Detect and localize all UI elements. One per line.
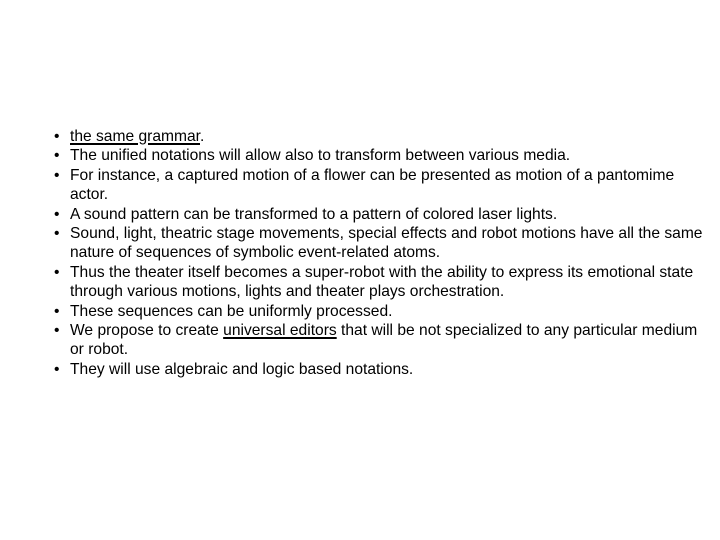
bullet-dot: •	[54, 128, 60, 145]
bullet-dot: •	[54, 205, 60, 223]
bullet-text-suffix: that will be not specialized to any particular medium or robot.	[70, 322, 698, 359]
bullet-text	[70, 128, 204, 145]
bullet-item-3	[52, 166, 712, 205]
bullet-item-6	[52, 263, 712, 302]
bullet-item-9	[52, 360, 712, 379]
underlined-phrase-same-grammar: the same grammar	[70, 128, 200, 145]
bullet-list	[52, 127, 712, 379]
bullet-dot: •	[54, 360, 60, 378]
bullet-text-suffix: .	[200, 128, 205, 145]
bullet-dot: •	[54, 322, 60, 340]
bullet-item-4	[52, 205, 712, 224]
bullet-text: Sound, light, theatric stage movements, special effects and robot motions have all the same nature of sequences of symbolic event-related atoms.	[70, 225, 703, 262]
bullet-item-2	[52, 146, 712, 165]
bullet-item-8	[52, 321, 712, 360]
underlined-phrase-universal-editors: universal editors	[223, 322, 337, 340]
bullet-text: For instance, a captured motion of a flower can be presented as motion of a pantomime actor.	[70, 166, 675, 204]
bullet-dot: •	[54, 263, 60, 281]
bullet-text: They will use algebraic and logic based notations.	[70, 360, 414, 378]
bullet-text	[70, 322, 697, 358]
bullet-text: A sound pattern can be transformed to a pattern of colored laser lights.	[70, 205, 558, 223]
bullet-item-5	[52, 224, 712, 263]
bullet-text: The unified notations will allow also to transform between various media.	[70, 147, 571, 165]
bullet-item-7	[52, 302, 712, 321]
bullet-dot: •	[54, 225, 60, 243]
bullet-item-1	[52, 127, 712, 146]
bullet-dot: •	[54, 147, 60, 165]
bullet-dot: •	[54, 166, 60, 184]
bullet-text-prefix: We propose to create	[70, 322, 224, 340]
bullet-dot: •	[54, 302, 60, 320]
bullet-text: Thus the theater itself becomes a super-robot with the ability to express its emotional state through various motions, lights and theater plays orchestration.	[70, 263, 694, 301]
bullet-text: These sequences can be uniformly processed.	[70, 302, 393, 320]
